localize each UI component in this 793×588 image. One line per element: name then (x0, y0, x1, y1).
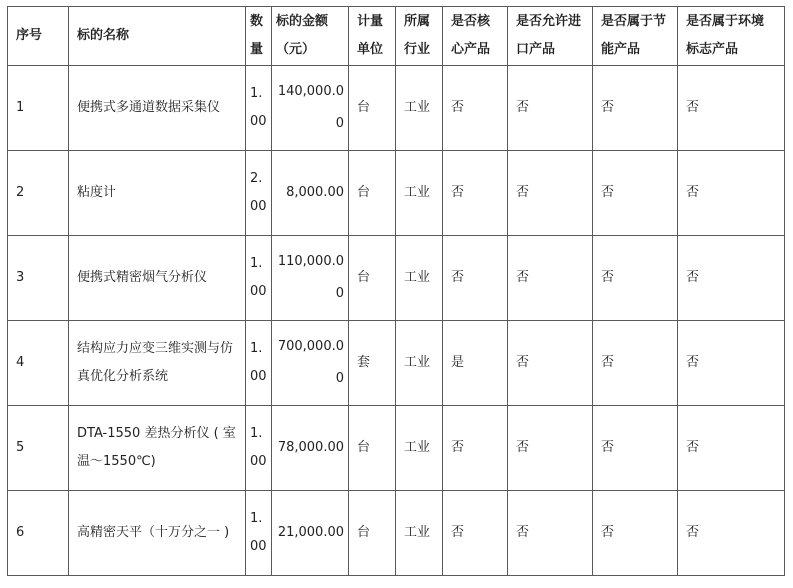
cell-environmental-label: 否 (678, 236, 785, 321)
cell-import-allowed: 否 (508, 321, 593, 406)
cell-index: 2 (8, 151, 69, 236)
cell-import-allowed: 否 (508, 66, 593, 151)
cell-name: 粘度计 (69, 151, 246, 236)
cell-energy-saving: 否 (593, 151, 678, 236)
cell-core-product: 否 (443, 406, 508, 491)
cell-energy-saving: 否 (593, 66, 678, 151)
cell-energy-saving: 否 (593, 321, 678, 406)
cell-import-allowed: 否 (508, 236, 593, 321)
table-row (8, 66, 785, 151)
cell-industry: 工业 (396, 66, 443, 151)
cell-import-allowed: 否 (508, 491, 593, 576)
cell-amount: 700,000.00 (272, 321, 349, 406)
cell-name: 高精密天平（十万分之一 ) (69, 491, 246, 576)
cell-industry: 工业 (396, 236, 443, 321)
cell-energy-saving: 否 (593, 406, 678, 491)
header-core-product: 是否核心产品 (443, 7, 508, 66)
header-row (8, 7, 785, 66)
cell-amount: 21,000.00 (272, 491, 349, 576)
header-index: 序号 (8, 7, 69, 66)
procurement-table (7, 6, 785, 576)
cell-unit: 台 (349, 491, 396, 576)
header-amount: 标的金额（元） (272, 7, 349, 66)
cell-environmental-label: 否 (678, 151, 785, 236)
cell-index: 1 (8, 66, 69, 151)
cell-unit: 台 (349, 406, 396, 491)
header-quantity: 数量 (246, 7, 272, 66)
table-row (8, 151, 785, 236)
cell-quantity: 1.00 (246, 406, 272, 491)
cell-name: DTA-1550 差热分析仪 ( 室温～1550℃) (69, 406, 246, 491)
header-unit: 计量单位 (349, 7, 396, 66)
header-energy-saving: 是否属于节能产品 (593, 7, 678, 66)
cell-index: 6 (8, 491, 69, 576)
header-environmental-label: 是否属于环境标志产品 (678, 7, 785, 66)
cell-environmental-label: 否 (678, 321, 785, 406)
cell-amount: 110,000.00 (272, 236, 349, 321)
cell-industry: 工业 (396, 321, 443, 406)
table-row (8, 491, 785, 576)
cell-industry: 工业 (396, 406, 443, 491)
cell-unit: 台 (349, 151, 396, 236)
cell-unit: 套 (349, 321, 396, 406)
cell-amount: 8,000.00 (272, 151, 349, 236)
cell-index: 4 (8, 321, 69, 406)
cell-quantity: 1.00 (246, 491, 272, 576)
table-row (8, 406, 785, 491)
header-import-allowed: 是否允许进口产品 (508, 7, 593, 66)
cell-core-product: 否 (443, 491, 508, 576)
cell-amount: 140,000.00 (272, 66, 349, 151)
cell-core-product: 否 (443, 66, 508, 151)
cell-environmental-label: 否 (678, 406, 785, 491)
cell-core-product: 是 (443, 321, 508, 406)
cell-amount: 78,000.00 (272, 406, 349, 491)
cell-import-allowed: 否 (508, 406, 593, 491)
cell-name: 便携式多通道数据采集仪 (69, 66, 246, 151)
cell-core-product: 否 (443, 236, 508, 321)
cell-environmental-label: 否 (678, 66, 785, 151)
cell-industry: 工业 (396, 151, 443, 236)
cell-environmental-label: 否 (678, 491, 785, 576)
header-name: 标的名称 (69, 7, 246, 66)
cell-quantity: 1.00 (246, 66, 272, 151)
table-row (8, 321, 785, 406)
cell-quantity: 1.00 (246, 236, 272, 321)
cell-quantity: 2.00 (246, 151, 272, 236)
cell-energy-saving: 否 (593, 236, 678, 321)
table-row (8, 236, 785, 321)
cell-industry: 工业 (396, 491, 443, 576)
cell-unit: 台 (349, 236, 396, 321)
cell-energy-saving: 否 (593, 491, 678, 576)
cell-index: 3 (8, 236, 69, 321)
cell-core-product: 否 (443, 151, 508, 236)
header-industry: 所属行业 (396, 7, 443, 66)
cell-name: 结构应力应变三维实测与仿真优化分析系统 (69, 321, 246, 406)
cell-name: 便携式精密烟气分析仪 (69, 236, 246, 321)
cell-import-allowed: 否 (508, 151, 593, 236)
cell-index: 5 (8, 406, 69, 491)
cell-quantity: 1.00 (246, 321, 272, 406)
cell-unit: 台 (349, 66, 396, 151)
